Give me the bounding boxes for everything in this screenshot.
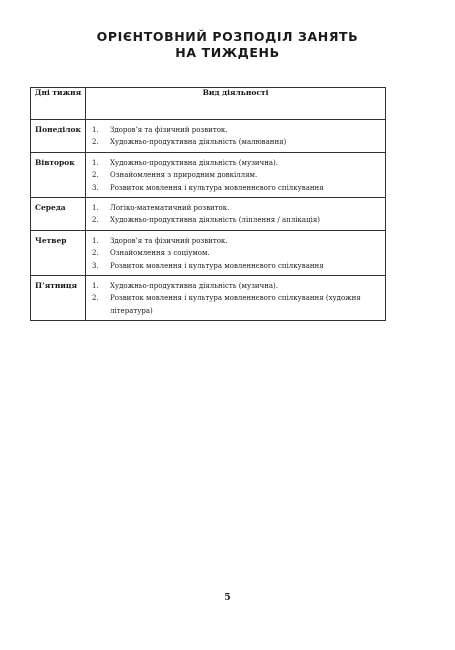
item-text: Розвиток мовлення і культура мовленнєвого спілкування [110,261,324,270]
table-row [31,230,386,275]
item-number: 2. [92,216,99,225]
list-item [92,292,381,317]
item-number: 1. [92,236,99,245]
list-item [92,202,381,214]
item-number: 1. [92,126,99,134]
item-text: Розвиток мовлення і культура мовленнєвого спілкування (художня література) [110,294,361,315]
table-header-row [31,88,386,120]
item-text: Логіко-математичний розвиток. [110,204,230,213]
list-item [92,136,381,148]
item-number: 3. [92,183,99,192]
item-number: 1. [92,158,99,167]
item-text: Художньо-продуктивна діяльність (музична). [110,158,278,167]
day-cell: Понеділок [31,120,86,153]
page-number: 5 [224,593,231,603]
list-item [92,124,381,136]
weekly-schedule-table [30,87,386,321]
item-number: 3. [92,261,99,270]
table-row [31,198,386,231]
item-text: Ознайомлення з природним довкіллям. [110,171,258,180]
item-text: Художньо-продуктивна діяльність (малювання) [110,138,287,147]
item-text: Художньо-продуктивна діяльність (ліплення / аплікація) [110,216,320,225]
list-item [92,169,381,181]
day-cell: Вівторок [31,152,86,197]
list-item [92,182,381,194]
list-item [92,157,381,169]
header-activity: Вид діяльності [86,88,386,120]
list-item [92,247,381,259]
item-number: 2. [92,171,99,180]
item-text: Здоров’я та фізичний розвиток. [110,236,228,245]
activity-list [92,157,381,194]
list-item [92,260,381,272]
page-title-line-2: НА ТИЖДЕНЬ [175,45,280,60]
day-cell: П’ятниця [31,276,86,321]
activity-cell [86,120,386,153]
activity-cell [86,230,386,275]
header-days: Дні тижня [31,88,86,120]
page-title-line-1: ОРІЄНТОВНИЙ РОЗПОДІЛ ЗАНЯТЬ [96,29,359,44]
table-row [31,276,386,321]
list-item [92,280,381,292]
item-number: 2. [92,294,99,303]
list-item [92,235,381,247]
item-text: Ознайомлення з соціумом. [110,249,210,258]
activity-cell [86,198,386,231]
activity-list [92,280,381,317]
day-cell: Середа [31,198,86,231]
item-number: 1. [92,204,99,213]
day-cell: Четвер [31,230,86,275]
activity-list [92,235,381,272]
activity-cell [86,152,386,197]
list-item [92,214,381,226]
item-number: 2. [92,249,99,258]
activity-list [92,124,381,149]
item-text: Розвиток мовлення і культура мовленнєвого спілкування [110,183,324,192]
table-row [31,152,386,197]
item-number: 1. [92,282,99,291]
item-text: Здоров’я та фізичний розвиток. [110,126,228,134]
page-title [0,29,455,61]
activity-list [92,202,381,227]
activity-cell [86,276,386,321]
table-row [31,120,386,153]
item-number: 2. [92,138,99,147]
item-text: Художньо-продуктивна діяльність (музична). [110,282,278,291]
